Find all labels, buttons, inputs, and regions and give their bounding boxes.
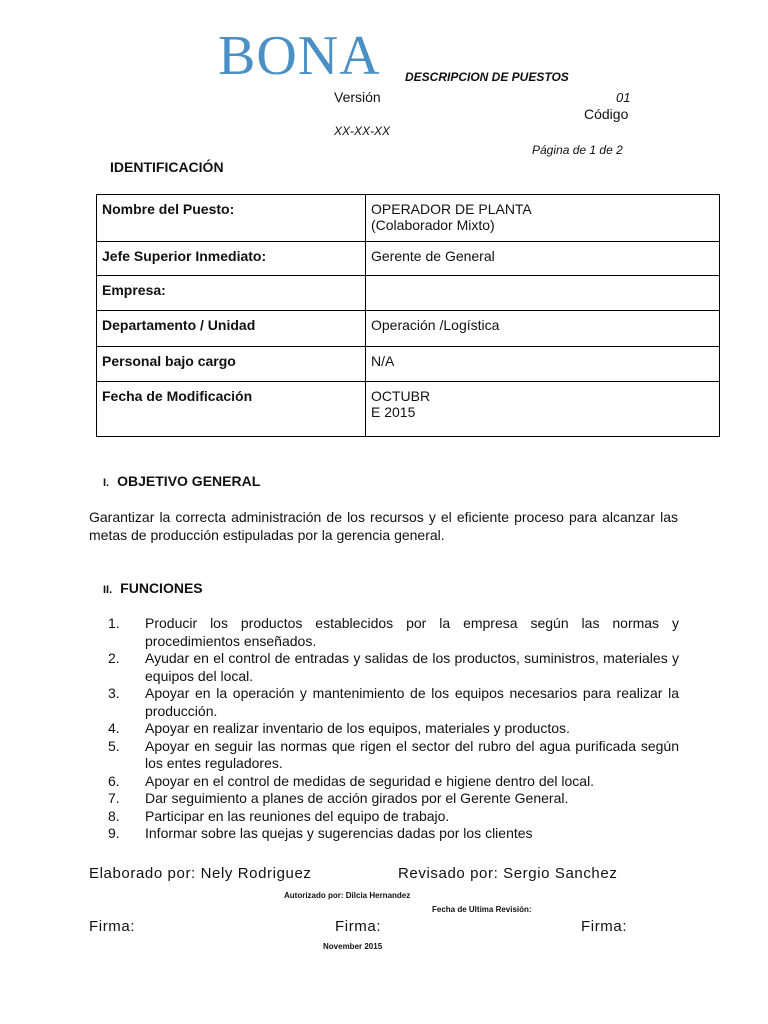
footer-date: November 2015 (323, 942, 383, 951)
functions-heading (103, 580, 203, 598)
item-number: 5. (108, 737, 120, 754)
objective-heading (103, 473, 260, 491)
list-item (108, 790, 679, 808)
row-label: Personal bajo cargo (97, 347, 366, 382)
item-number: 1. (108, 615, 120, 631)
item-number: 8. (108, 807, 120, 824)
row-label: Fecha de Modificación (97, 382, 366, 437)
list-item (108, 808, 679, 826)
objective-number: I. (103, 477, 110, 489)
row-label: Empresa: (97, 276, 366, 311)
item-number: 7. (108, 790, 120, 806)
functions-title: FUNCIONES (120, 580, 203, 596)
item-text: Ayudar en el control de entradas y salidas de los productos, suministros, materiales y equipos del local. (145, 650, 679, 684)
item-text: Apoyar en la operación y mantenimiento de los equipos necesarios para realizar la producción. (145, 685, 679, 719)
item-text: Participar en las reuniones del equipo de trabajo. (145, 807, 450, 824)
item-number: 9. (108, 825, 120, 841)
authorized-by: Autorizado por: Dilcia Hernandez (284, 891, 411, 900)
signature-3: Firma: (581, 918, 628, 935)
item-text: Apoyar en el control de medidas de seguridad e higiene dentro del local. (145, 772, 595, 789)
row-label: Jefe Superior Inmediato: (97, 242, 366, 276)
row-value: Operación /Logística (366, 311, 720, 347)
table-row (97, 276, 720, 311)
item-number: 2. (108, 650, 120, 666)
item-number: 3. (108, 685, 120, 701)
identification-title: IDENTIFICACIÓN (110, 159, 224, 175)
row-value: Gerente de General (366, 242, 720, 276)
reviewed-by: Revisado por: Sergio Sanchez (398, 865, 618, 882)
row-label: Nombre del Puesto: (97, 195, 366, 242)
objective-text: Garantizar la correcta administración de los recursos y el eficiente proceso para alcanzar las metas de producción estipuladas por la gerencia general. (89, 509, 678, 543)
code-label: Código (584, 106, 629, 122)
row-label: Departamento / Unidad (97, 311, 366, 347)
table-row (97, 242, 720, 276)
version-label: Versión (334, 89, 381, 105)
list-item (108, 615, 679, 650)
item-text: Apoyar en realizar inventario de los equipos, materiales y productos. (145, 720, 570, 736)
date-code: XX-XX-XX (334, 124, 391, 138)
version-number: 01 (616, 90, 631, 105)
item-text: Producir los productos establecidos por la empresa según las normas y procedimientos enseñados. (145, 615, 679, 649)
list-item (108, 685, 679, 720)
list-item (108, 650, 679, 685)
item-text: Dar seguimiento a planes de acción girados por el Gerente General. (145, 790, 569, 806)
table-row (97, 382, 720, 437)
identification-table (96, 194, 720, 437)
item-text: Apoyar en seguir las normas que rigen el sector del rubro del agua purificada según los entes reguladores. (145, 737, 679, 771)
page-info: Página de 1 de 2 (532, 143, 623, 157)
functions-list (108, 615, 679, 843)
row-value: OCTUBR E 2015 (366, 382, 720, 437)
functions-number: II. (103, 584, 113, 596)
table-row (97, 311, 720, 347)
signature-1: Firma: (89, 918, 136, 935)
last-review-date: Fecha de Ultima Revisión: (432, 905, 532, 914)
table-row (97, 347, 720, 382)
row-value (366, 276, 720, 311)
document-type: DESCRIPCION DE PUESTOS (405, 70, 569, 84)
list-item (108, 825, 679, 843)
objective-title: OBJETIVO GENERAL (117, 473, 261, 489)
row-value: N/A (366, 347, 720, 382)
item-number: 6. (108, 772, 120, 789)
list-item (108, 738, 679, 773)
prepared-by: Elaborado por: Nely Rodriguez (89, 865, 312, 882)
list-item (108, 773, 679, 791)
company-logo: BONA (218, 25, 381, 87)
signature-2: Firma: (335, 918, 382, 935)
item-text: Informar sobre las quejas y sugerencias dadas por los clientes (145, 825, 533, 841)
list-item (108, 720, 679, 738)
table-row (97, 195, 720, 242)
row-value: OPERADOR DE PLANTA (Colaborador Mixto) (366, 195, 720, 242)
item-number: 4. (108, 720, 120, 736)
